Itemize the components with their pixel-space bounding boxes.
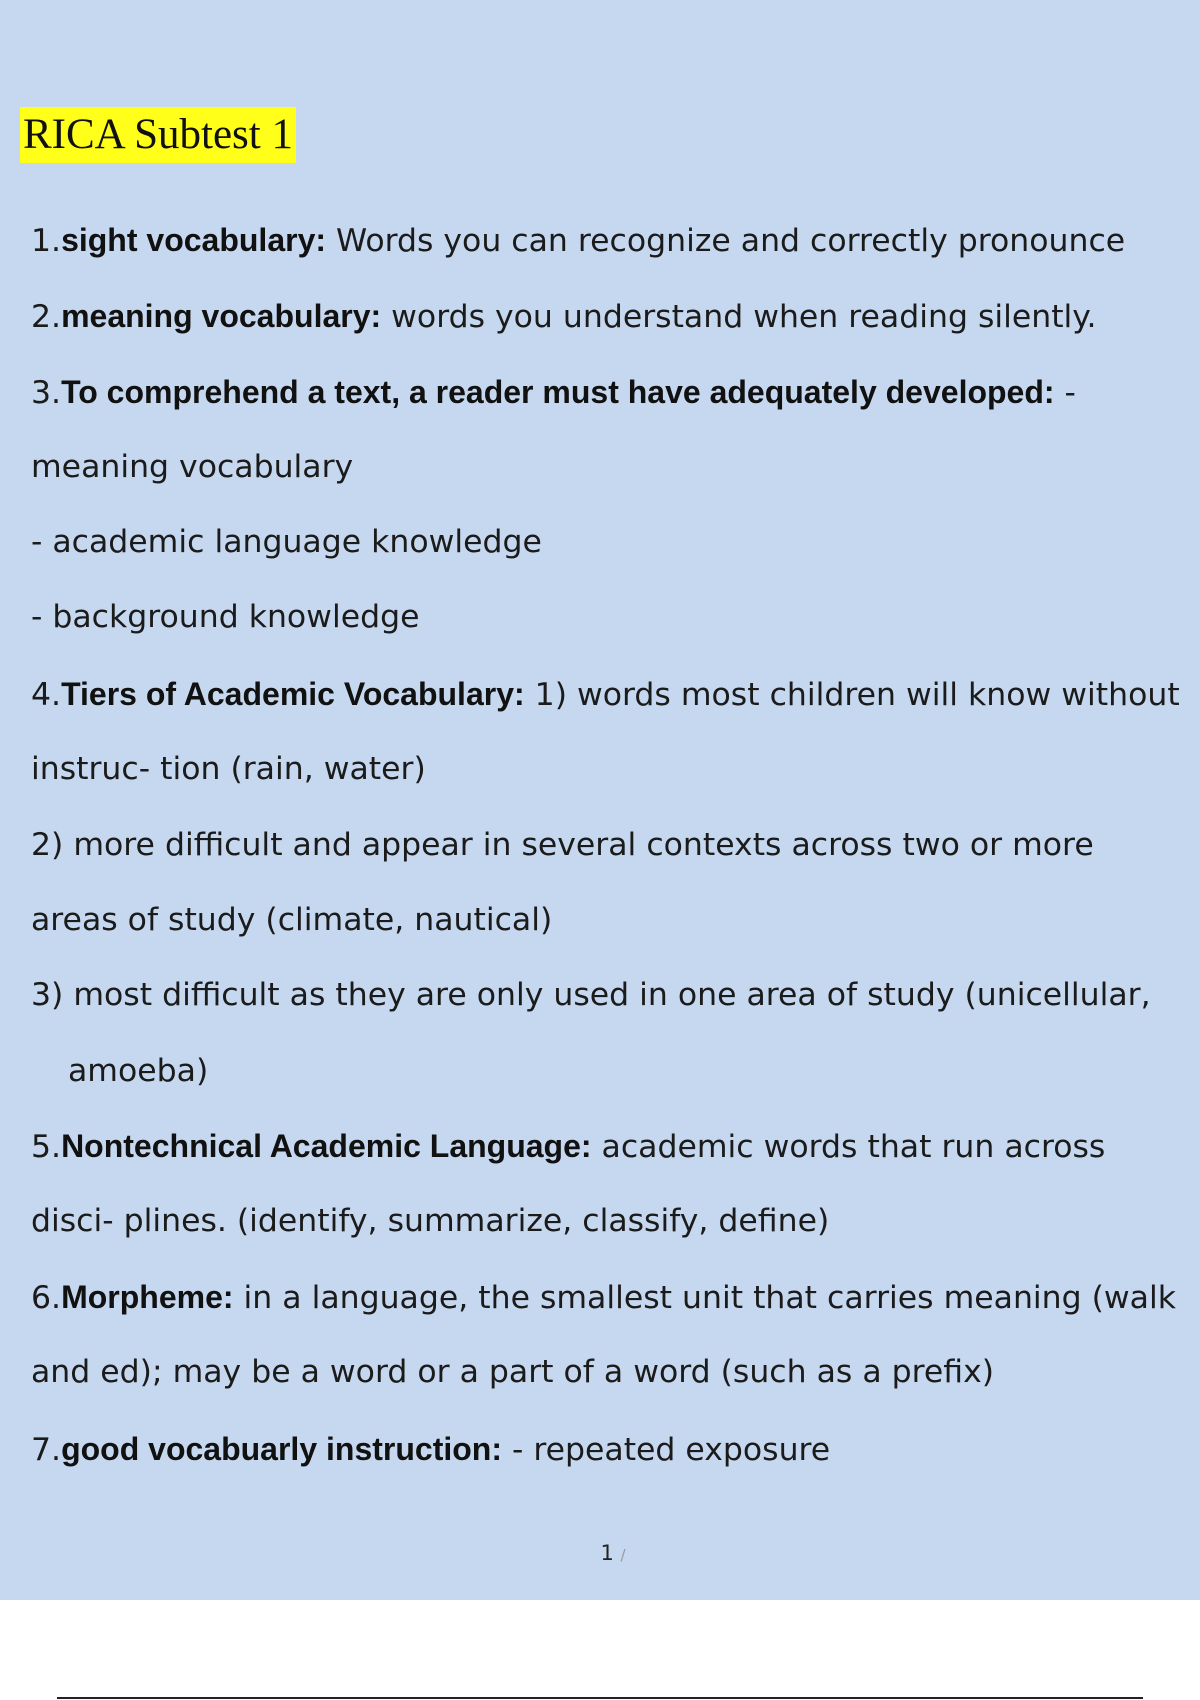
list-item-7 (31, 1429, 830, 1469)
list-item-1 (31, 220, 1125, 260)
item-term: sight vocabulary: (61, 222, 327, 258)
item-text: Words you can recognize and correctly pronounce (326, 223, 1126, 259)
item-text: in a language, the smallest unit that carries meaning (walk (233, 1280, 1176, 1316)
item-number: 1. (31, 223, 62, 259)
item-number: 4. (31, 677, 62, 713)
continuation-line: amoeba) (68, 1053, 209, 1089)
list-item-3 (31, 372, 1076, 412)
list-item-4 (31, 674, 1180, 714)
item-number: 3. (31, 375, 62, 411)
item-term: good vocabuarly instruction: (61, 1431, 502, 1467)
footer-divider (57, 1697, 1143, 1699)
item-term: Nontechnical Academic Language: (61, 1128, 592, 1164)
item-text: words you understand when reading silently. (381, 299, 1097, 335)
list-item-5 (31, 1126, 1105, 1166)
continuation-line: - background knowledge (31, 599, 420, 635)
page-number-suffix: / (620, 1546, 626, 1564)
continuation-line: 3) most difficult as they are only used in one area of study (unicellular, (31, 977, 1151, 1013)
item-number: 2. (31, 299, 62, 335)
continuation-line: 2) more difficult and appear in several contexts across two or more (31, 827, 1094, 863)
page-number-value: 1 (600, 1541, 614, 1565)
continuation-line: meaning vocabulary (31, 449, 354, 485)
item-term: Tiers of Academic Vocabulary: (61, 676, 525, 712)
item-text: 1) words most children will know without (524, 677, 1180, 713)
page-number (0, 1541, 1200, 1565)
item-term: Morpheme: (61, 1279, 234, 1315)
item-term: meaning vocabulary: (61, 298, 382, 334)
item-text: - repeated exposure (501, 1432, 831, 1468)
item-number: 6. (31, 1280, 62, 1316)
continuation-line: disci- plines. (identify, summarize, classify, define) (31, 1203, 830, 1239)
list-item-2 (31, 296, 1096, 336)
continuation-line: areas of study (climate, nautical) (31, 902, 553, 938)
document-title: RICA Subtest 1 (20, 107, 296, 163)
continuation-line: instruc- tion (rain, water) (31, 751, 426, 787)
item-text: - (1054, 375, 1076, 411)
continuation-line: and ed); may be a word or a part of a word (such as a prefix) (31, 1354, 995, 1390)
item-text: academic words that run across (591, 1129, 1106, 1165)
list-item-6 (31, 1277, 1176, 1317)
item-term: To comprehend a text, a reader must have adequately developed: (61, 374, 1055, 410)
item-number: 7. (31, 1432, 62, 1468)
continuation-line: - academic language knowledge (31, 524, 542, 560)
item-number: 5. (31, 1129, 62, 1165)
